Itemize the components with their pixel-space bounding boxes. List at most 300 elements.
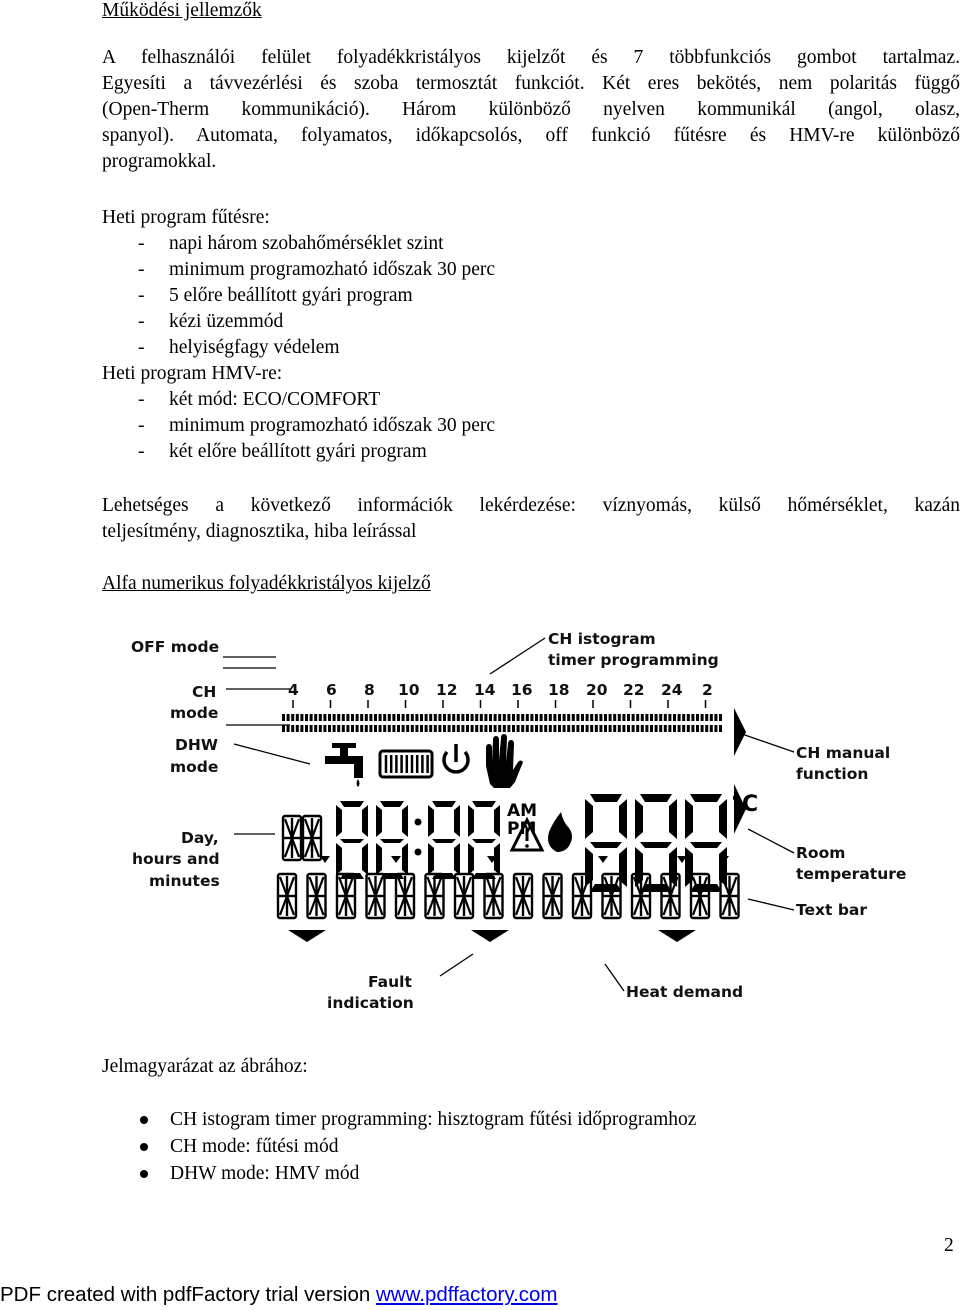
- histogram-segment: [553, 714, 556, 721]
- histogram-segment: [305, 725, 308, 732]
- histogram-segment: [558, 714, 561, 721]
- histogram-segment: [397, 714, 400, 721]
- hour-tick: 14: [474, 681, 496, 699]
- histogram-segment: [618, 725, 621, 732]
- histogram-segment: [590, 725, 593, 732]
- text-bar-char: [396, 874, 414, 918]
- histogram-segment: [323, 725, 326, 732]
- histogram-segment: [351, 714, 354, 721]
- histogram-segment: [402, 725, 405, 732]
- histogram-segment: [452, 725, 455, 732]
- lcd-display-diagram: [120, 624, 910, 1020]
- hour-tick: 20: [586, 681, 608, 699]
- label-ch-mode: mode: [170, 704, 219, 722]
- histogram-segment: [457, 725, 460, 732]
- text-bar-char: [662, 874, 680, 918]
- histogram-segment: [461, 725, 464, 732]
- histogram-segment: [300, 714, 303, 721]
- histogram-segment: [425, 714, 428, 721]
- temperature-digits: [585, 794, 727, 892]
- histogram-segment: [452, 714, 455, 721]
- histogram-segment: [613, 725, 616, 732]
- histogram-segment: [586, 725, 589, 732]
- histogram-segment: [438, 725, 441, 732]
- page-number: 2: [944, 1235, 954, 1256]
- heating-program-title: Heti program fűtésre:: [102, 207, 270, 228]
- histogram-segment: [641, 725, 644, 732]
- histogram-segment: [678, 714, 681, 721]
- histogram-segment: [650, 725, 653, 732]
- histogram-segment: [719, 714, 722, 721]
- histogram-segment: [563, 714, 566, 721]
- histogram-segment: [443, 725, 446, 732]
- histogram-segment: [526, 725, 529, 732]
- power-icon: [444, 744, 468, 772]
- legend-item-text: CH istogram timer programming: hisztogram fűtési időprogramhoz: [170, 1109, 697, 1130]
- histogram-segment: [356, 725, 359, 732]
- histogram-segment: [489, 725, 492, 732]
- label-room-temp: temperature: [796, 865, 907, 883]
- label-dhw-mode: DHW: [175, 736, 218, 754]
- histogram-segment: [379, 714, 382, 721]
- histogram-segment: [710, 714, 713, 721]
- histogram-segment: [287, 714, 290, 721]
- histogram-segment: [535, 714, 538, 721]
- histogram-segment: [296, 725, 299, 732]
- histogram-segment: [420, 725, 423, 732]
- histogram-segment: [540, 725, 543, 732]
- text-bar-char: [485, 874, 503, 918]
- hour-scale: [288, 681, 713, 699]
- label-room-temp: Room: [796, 844, 846, 862]
- histogram-bar: [282, 714, 722, 732]
- histogram-segment: [411, 725, 414, 732]
- histogram-segment: [429, 725, 432, 732]
- histogram-segment: [360, 714, 363, 721]
- histogram-segment: [406, 714, 409, 721]
- histogram-segment: [714, 725, 717, 732]
- hour-tick: 8: [364, 681, 375, 699]
- histogram-segment: [622, 714, 625, 721]
- hour-tick: 10: [398, 681, 420, 699]
- histogram-segment: [360, 725, 363, 732]
- histogram-segment: [512, 714, 515, 721]
- label-day-hours: hours and: [132, 850, 220, 868]
- histogram-segment: [595, 725, 598, 732]
- histogram-segment: [282, 714, 285, 721]
- histogram-segment: [434, 714, 437, 721]
- histogram-segment: [701, 714, 704, 721]
- histogram-segment: [503, 714, 506, 721]
- list-item: - napi három szobahőmérséklet szint: [138, 233, 444, 254]
- histogram-segment: [310, 714, 313, 721]
- section-heading-display: Alfa numerikus folyadékkristályos kijelző: [102, 573, 431, 594]
- histogram-segment: [572, 714, 575, 721]
- histogram-segment: [429, 714, 432, 721]
- histogram-segment: [627, 714, 630, 721]
- label-fault: indication: [327, 994, 414, 1012]
- celsius-unit: °C: [731, 792, 759, 817]
- hour-tick: 6: [326, 681, 337, 699]
- bullet-icon: [140, 1116, 148, 1124]
- histogram-segment: [328, 714, 331, 721]
- hour-tick: 2: [702, 681, 713, 699]
- text-bar-char: [278, 874, 296, 918]
- label-text-bar: Text bar: [796, 901, 868, 919]
- histogram-segment: [484, 725, 487, 732]
- histogram-segment: [282, 725, 285, 732]
- histogram-segment: [622, 725, 625, 732]
- histogram-segment: [673, 725, 676, 732]
- histogram-segment: [466, 725, 469, 732]
- list-item-text: minimum programozható időszak 30 perc: [169, 259, 495, 280]
- histogram-segment: [581, 725, 584, 732]
- pdf-footer: [0, 1282, 558, 1308]
- histogram-segment: [636, 725, 639, 732]
- histogram-segment: [498, 725, 501, 732]
- section-heading-features: Működési jellemzők: [102, 0, 262, 21]
- histogram-segment: [415, 714, 418, 721]
- day-segment: [303, 816, 321, 860]
- label-fault: Fault: [368, 973, 412, 991]
- histogram-segment: [590, 714, 593, 721]
- arrow-right-icon: [734, 708, 746, 756]
- text-bar-char: [544, 874, 562, 918]
- list-item-text: minimum programozható időszak 30 perc: [169, 415, 495, 436]
- text-bar-char: [573, 874, 591, 918]
- histogram-segment: [687, 714, 690, 721]
- paragraph-line: spanyol). Automata, folyamatos, időkapcsolós, off funkció fűtésre és HMV-re különböző: [102, 125, 960, 146]
- histogram-segment: [668, 725, 671, 732]
- list-item-text: napi három szobahőmérséklet szint: [169, 233, 444, 254]
- bullet-icon: [140, 1170, 148, 1178]
- histogram-segment: [310, 725, 313, 732]
- histogram-segment: [687, 725, 690, 732]
- histogram-segment: [526, 714, 529, 721]
- marker-arrow: [598, 856, 608, 863]
- day-segment: [283, 816, 301, 860]
- histogram-segment: [512, 725, 515, 732]
- paragraph-line: Egyesíti a távvezérlési és szoba termosztát funkciót. Két eres bekötés, nem polaritás függő: [102, 73, 960, 94]
- label-off-mode: OFF mode: [131, 638, 220, 656]
- clock-digits: [336, 801, 500, 879]
- histogram-segment: [365, 725, 368, 732]
- histogram-segment: [300, 725, 303, 732]
- hour-tick: 24: [661, 681, 683, 699]
- radiator-icon: [380, 751, 432, 777]
- hour-tick: 18: [548, 681, 570, 699]
- histogram-segment: [627, 725, 630, 732]
- histogram-segment: [517, 714, 520, 721]
- histogram-segment: [664, 725, 667, 732]
- label-ch-manual: CH manual: [796, 744, 891, 762]
- histogram-segment: [705, 725, 708, 732]
- hand-icon: [486, 734, 523, 788]
- histogram-segment: [710, 725, 713, 732]
- list-item-text: 5 előre beállított gyári program: [169, 285, 413, 306]
- info-paragraph: [102, 493, 960, 545]
- histogram-segment: [645, 714, 648, 721]
- label-day-hours: minutes: [149, 872, 220, 890]
- histogram-segment: [494, 725, 497, 732]
- histogram-segment: [613, 714, 616, 721]
- legend-title: Jelmagyarázat az ábrához:: [102, 1056, 308, 1077]
- histogram-segment: [448, 725, 451, 732]
- histogram-segment: [595, 714, 598, 721]
- histogram-segment: [664, 714, 667, 721]
- histogram-segment: [480, 714, 483, 721]
- histogram-segment: [425, 725, 428, 732]
- histogram-segment: [609, 714, 612, 721]
- text-bar-char: [691, 874, 709, 918]
- text-bar-char: [367, 874, 385, 918]
- histogram-segment: [682, 725, 685, 732]
- list-item: - két előre beállított gyári program: [138, 441, 427, 462]
- text-bar-char: [426, 874, 444, 918]
- list-item: - két mód: ECO/COMFORT: [138, 389, 381, 410]
- text-bar-char: [632, 874, 650, 918]
- paragraph-line: programokkal.: [102, 151, 217, 172]
- histogram-segment: [374, 725, 377, 732]
- label-ch-istogram: CH istogram: [548, 630, 656, 648]
- histogram-segment: [457, 714, 460, 721]
- histogram-segment: [383, 714, 386, 721]
- histogram-segment: [342, 714, 345, 721]
- histogram-segment: [333, 725, 336, 732]
- histogram-segment: [323, 714, 326, 721]
- legend-item-text: CH mode: fűtési mód: [170, 1136, 339, 1157]
- histogram-segment: [572, 725, 575, 732]
- text-bar-char: [455, 874, 473, 918]
- histogram-segment: [498, 714, 501, 721]
- list-item-text: két előre beállított gyári program: [169, 441, 427, 462]
- histogram-segment: [535, 725, 538, 732]
- hour-tick: 22: [623, 681, 645, 699]
- histogram-segment: [346, 714, 349, 721]
- histogram-segment: [471, 725, 474, 732]
- text-bar-segments: [278, 874, 739, 918]
- histogram-segment: [480, 725, 483, 732]
- histogram-segment: [586, 714, 589, 721]
- histogram-segment: [411, 714, 414, 721]
- histogram-segment: [466, 714, 469, 721]
- histogram-segment: [517, 725, 520, 732]
- histogram-segment: [655, 714, 658, 721]
- histogram-segment: [503, 725, 506, 732]
- hour-tick: 4: [288, 681, 299, 699]
- legend-item-text: DHW mode: HMV mód: [170, 1163, 360, 1184]
- histogram-segment: [392, 725, 395, 732]
- histogram-segment: [691, 725, 694, 732]
- histogram-segment: [714, 714, 717, 721]
- histogram-segment: [567, 725, 570, 732]
- hour-tick-marks: [293, 700, 706, 708]
- histogram-segment: [544, 714, 547, 721]
- pm-indicator: PM: [507, 819, 537, 839]
- paragraph-line: A felhasználói felület folyadékkristályos kijelzőt és 7 többfunkciós gombot tartalmaz.: [102, 47, 960, 68]
- text-bar-char: [721, 874, 739, 918]
- histogram-segment: [530, 714, 533, 721]
- histogram-segment: [632, 725, 635, 732]
- label-day-hours: Day,: [181, 829, 219, 847]
- histogram-segment: [650, 714, 653, 721]
- histogram-segment: [438, 714, 441, 721]
- histogram-segment: [392, 714, 395, 721]
- histogram-segment: [415, 725, 418, 732]
- histogram-segment: [305, 714, 308, 721]
- histogram-segment: [604, 714, 607, 721]
- histogram-segment: [719, 725, 722, 732]
- footer-link[interactable]: www.pdffactory.com: [375, 1283, 558, 1306]
- hour-tick: 12: [436, 681, 458, 699]
- histogram-segment: [599, 714, 602, 721]
- histogram-segment: [314, 714, 317, 721]
- list-item: - 5 előre beállított gyári program: [138, 285, 413, 306]
- histogram-segment: [507, 725, 510, 732]
- label-heat-demand: Heat demand: [626, 983, 744, 1001]
- histogram-segment: [655, 725, 658, 732]
- arrow-down-icon: [471, 930, 509, 942]
- histogram-segment: [333, 714, 336, 721]
- text-bar-char: [337, 874, 355, 918]
- histogram-segment: [475, 725, 478, 732]
- histogram-segment: [567, 714, 570, 721]
- label-ch-manual: function: [796, 765, 869, 783]
- histogram-segment: [701, 725, 704, 732]
- histogram-segment: [287, 725, 290, 732]
- histogram-segment: [388, 714, 391, 721]
- hour-tick: 16: [511, 681, 533, 699]
- histogram-segment: [641, 714, 644, 721]
- histogram-segment: [402, 714, 405, 721]
- histogram-segment: [696, 714, 699, 721]
- histogram-segment: [369, 725, 372, 732]
- histogram-segment: [369, 714, 372, 721]
- histogram-segment: [379, 725, 382, 732]
- histogram-segment: [448, 714, 451, 721]
- histogram-segment: [659, 714, 662, 721]
- text-bar-char: [603, 874, 621, 918]
- histogram-segment: [337, 725, 340, 732]
- bullet-icon: [140, 1143, 148, 1151]
- am-indicator: AM: [507, 801, 538, 821]
- histogram-segment: [540, 714, 543, 721]
- histogram-segment: [691, 714, 694, 721]
- footer-text: PDF created with pdfFactory trial version: [0, 1283, 376, 1306]
- histogram-segment: [443, 714, 446, 721]
- histogram-segment: [581, 714, 584, 721]
- histogram-segment: [696, 725, 699, 732]
- histogram-segment: [678, 725, 681, 732]
- histogram-segment: [406, 725, 409, 732]
- histogram-segment: [659, 725, 662, 732]
- histogram-segment: [576, 714, 579, 721]
- features-paragraph: [102, 45, 960, 175]
- histogram-segment: [420, 714, 423, 721]
- arrow-down-icon: [658, 930, 696, 942]
- histogram-segment: [337, 714, 340, 721]
- histogram-segment: [636, 714, 639, 721]
- histogram-segment: [521, 714, 524, 721]
- histogram-segment: [494, 714, 497, 721]
- histogram-segment: [530, 725, 533, 732]
- histogram-segment: [668, 714, 671, 721]
- histogram-segment: [618, 714, 621, 721]
- text-bar-char: [308, 874, 326, 918]
- dhw-program-title: Heti program HMV-re:: [102, 363, 283, 384]
- histogram-segment: [705, 714, 708, 721]
- histogram-segment: [291, 714, 294, 721]
- list-item-text: két mód: ECO/COMFORT: [169, 389, 381, 410]
- histogram-segment: [609, 725, 612, 732]
- histogram-segment: [374, 714, 377, 721]
- histogram-segment: [383, 725, 386, 732]
- histogram-segment: [549, 725, 552, 732]
- histogram-segment: [342, 725, 345, 732]
- histogram-segment: [461, 714, 464, 721]
- list-item: - helyiségfagy védelem: [138, 337, 340, 358]
- tap-icon: [325, 743, 363, 787]
- histogram-segment: [549, 714, 552, 721]
- histogram-segment: [553, 725, 556, 732]
- histogram-segment: [489, 714, 492, 721]
- arrow-down-icon: [288, 930, 326, 942]
- text-bar-arrows: [288, 930, 696, 942]
- histogram-segment: [291, 725, 294, 732]
- histogram-segment: [365, 714, 368, 721]
- histogram-segment: [319, 725, 322, 732]
- histogram-segment: [563, 725, 566, 732]
- histogram-segment: [507, 714, 510, 721]
- paragraph-line: Lehetséges a következő információk lekérdezése: víznyomás, külső hőmérséklet, kazán: [102, 495, 960, 516]
- list-item-text: helyiségfagy védelem: [169, 337, 340, 358]
- histogram-segment: [314, 725, 317, 732]
- histogram-segment: [682, 714, 685, 721]
- histogram-segment: [328, 725, 331, 732]
- histogram-segment: [484, 714, 487, 721]
- histogram-segment: [356, 714, 359, 721]
- marker-arrow: [391, 856, 401, 863]
- histogram-segment: [296, 714, 299, 721]
- histogram-segment: [475, 714, 478, 721]
- label-ch-mode: CH: [192, 683, 217, 701]
- histogram-segment: [604, 725, 607, 732]
- histogram-segment: [558, 725, 561, 732]
- label-dhw-mode: mode: [170, 758, 219, 776]
- histogram-segment: [388, 725, 391, 732]
- histogram-segment: [599, 725, 602, 732]
- histogram-segment: [351, 725, 354, 732]
- histogram-segment: [319, 714, 322, 721]
- histogram-segment: [673, 714, 676, 721]
- text-bar-char: [514, 874, 532, 918]
- histogram-segment: [434, 725, 437, 732]
- list-item: - minimum programozható időszak 30 perc: [138, 259, 495, 280]
- histogram-segment: [397, 725, 400, 732]
- histogram-segment: [471, 714, 474, 721]
- list-item: - kézi üzemmód: [138, 311, 284, 332]
- histogram-segment: [544, 725, 547, 732]
- paragraph-line: (Open-Therm kommunikáció). Három különböző nyelven kommunikál (angol, olasz,: [102, 99, 960, 120]
- label-ch-istogram: timer programming: [548, 651, 719, 669]
- histogram-segment: [576, 725, 579, 732]
- histogram-segment: [521, 725, 524, 732]
- list-item-text: kézi üzemmód: [169, 311, 284, 332]
- histogram-segment: [632, 714, 635, 721]
- paragraph-line: teljesítmény, diagnosztika, hiba leírással: [102, 521, 417, 542]
- list-item: - minimum programozható időszak 30 perc: [138, 415, 495, 436]
- histogram-segment: [645, 725, 648, 732]
